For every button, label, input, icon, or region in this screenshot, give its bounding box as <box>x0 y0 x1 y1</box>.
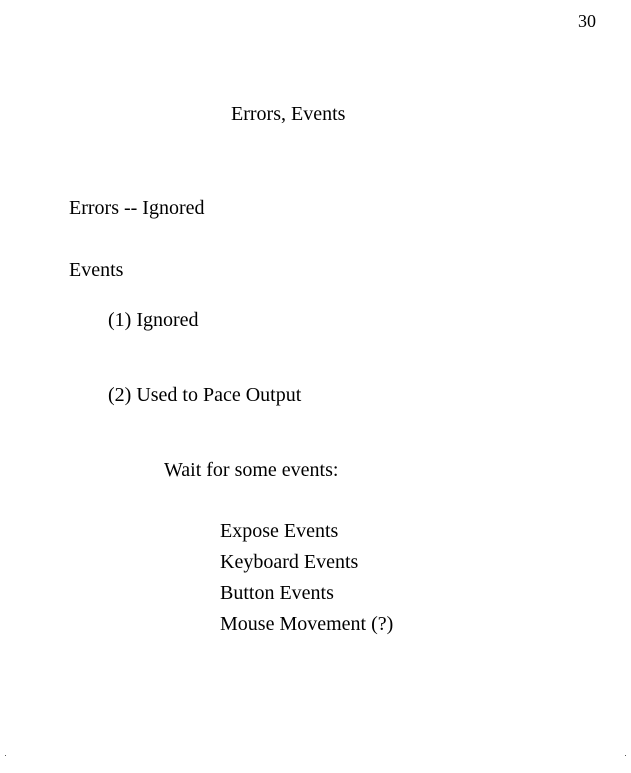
event-type-button: Button Events <box>220 582 334 604</box>
wait-line: Wait for some events: <box>164 459 339 481</box>
event-type-mouse-movement: Mouse Movement (?) <box>220 613 394 635</box>
event-types-list <box>220 516 393 640</box>
page-number: 30 <box>578 11 596 31</box>
page-title: Errors, Events <box>231 103 346 125</box>
events-item-ignored: (1) Ignored <box>108 309 199 331</box>
events-item-pace-output: (2) Used to Pace Output <box>108 384 302 406</box>
errors-line: Errors -- Ignored <box>69 197 205 219</box>
corner-mark-right <box>625 755 626 756</box>
event-type-keyboard: Keyboard Events <box>220 551 359 573</box>
event-type-expose: Expose Events <box>220 520 339 542</box>
corner-mark-left <box>5 755 6 756</box>
events-heading: Events <box>69 259 124 281</box>
